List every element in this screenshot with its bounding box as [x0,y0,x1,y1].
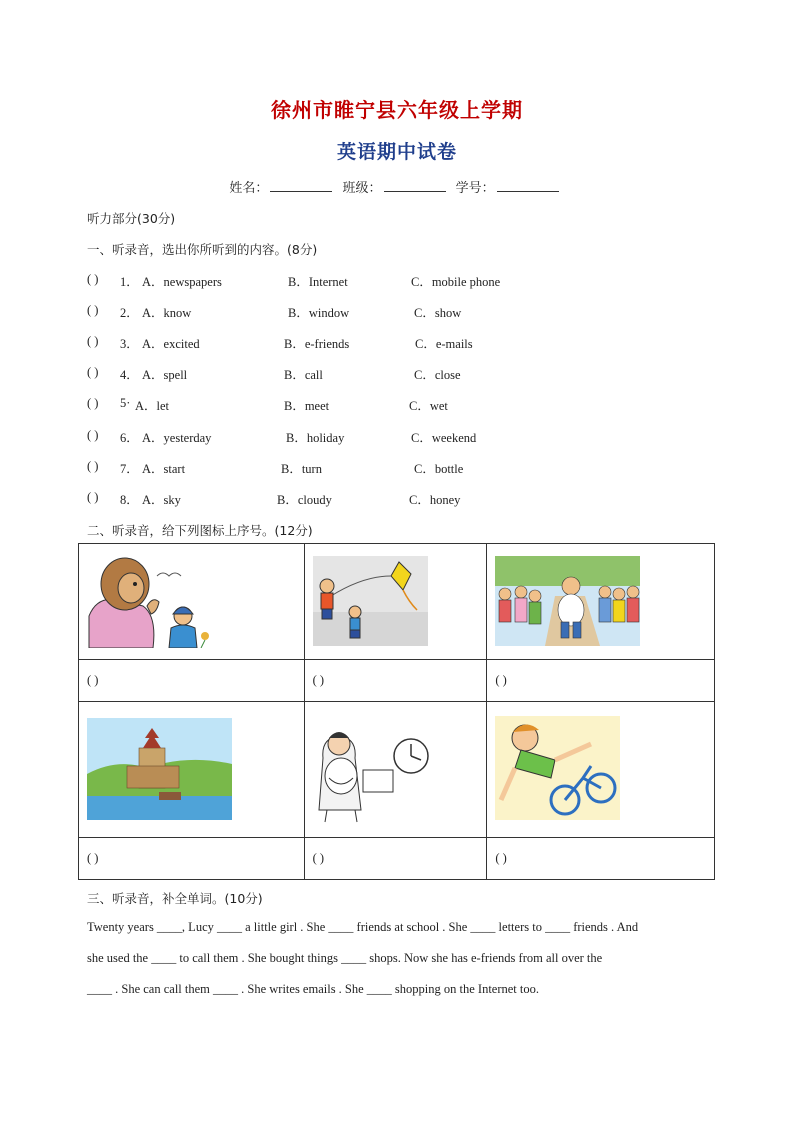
class-blank[interactable] [384,179,446,192]
part1-heading: 一、听录音，选出你所听到的内容。(8分) [87,242,318,257]
answer-paren[interactable]: ( ) [87,272,99,286]
option-c: C．honey [409,493,461,507]
option-b: B．cloudy [277,493,332,507]
lion-and-man-picture [87,556,217,648]
option-b: B．holiday [286,431,345,445]
sleeping-girl-clock-picture [313,718,433,824]
exam-title: 徐州市睢宁县六年级上学期 [271,98,523,122]
picture-cell [487,544,715,660]
student-info [0,177,794,196]
cloze-line: ____ . She can call them ____ . She writes emails . She ____ shopping on the Internet too. [87,982,540,996]
answer-paren: ( ) [312,851,325,865]
question-number: 5· [120,396,131,410]
option-a: A．start [142,462,186,476]
option-c: C．show [414,306,462,320]
answer-paren[interactable]: ( ) [87,334,99,348]
option-b: B．call [284,368,323,382]
option-c: C．e-mails [415,337,473,351]
option-c: C．bottle [414,462,464,476]
exam-subtitle: 英语期中试卷 [336,141,457,163]
answer-paren[interactable]: ( ) [87,303,99,317]
kite-flying-picture [313,556,428,646]
option-a: A．yesterday [142,431,212,445]
part2-heading: 二、听录音，给下列图标上序号。(12分) [87,523,313,538]
answer-paren[interactable]: ( ) [87,459,99,473]
option-b: B．Internet [288,275,348,289]
picture-cell [487,702,715,838]
answer-paren: ( ) [312,673,325,687]
question-number: 4． [120,368,139,382]
option-c: C．wet [409,399,448,413]
answer-cell[interactable] [79,838,305,880]
id-label: 学号： [455,181,495,196]
cloze-line: she used the ____ to call them . She bought things ____ shops. Now she has e-friends from all over the [87,951,603,965]
option-a: A．let [135,399,170,413]
picture-cell [79,544,305,660]
option-a: A．sky [142,493,181,507]
question-number: 6． [120,431,139,445]
answer-cell[interactable] [487,838,715,880]
answer-paren[interactable]: ( ) [87,428,99,442]
part3-heading: 三、听录音，补全单词。(10分) [87,891,263,906]
answer-cell[interactable] [487,660,715,702]
listening-section-heading: 听力部分(30分) [87,211,176,226]
class-label: 班级： [342,181,382,196]
question-number: 2． [120,306,139,320]
crowd-parade-picture [495,556,640,646]
name-blank[interactable] [270,179,332,192]
option-a: A．newspapers [142,275,222,289]
option-b: B．e-friends [284,337,350,351]
answer-paren[interactable]: ( ) [87,365,99,379]
answer-paren[interactable]: ( ) [87,396,99,410]
option-b: B．meet [284,399,330,413]
option-a: A．spell [142,368,188,382]
picture-cell [304,544,487,660]
id-blank[interactable] [497,179,559,192]
option-a: A．know [142,306,192,320]
answer-cell[interactable] [79,660,305,702]
answer-cell[interactable] [304,660,487,702]
answer-paren: ( ) [495,851,507,865]
picture-cell [304,702,487,838]
answer-paren: ( ) [87,673,99,687]
name-label: 姓名： [229,181,269,196]
option-c: C．weekend [411,431,477,445]
picture-table [78,543,715,880]
answer-paren: ( ) [495,673,507,687]
option-c: C．close [414,368,461,382]
picture-cell [79,702,305,838]
answer-paren: ( ) [87,851,99,865]
answer-cell[interactable] [304,838,487,880]
question-number: 8． [120,493,139,507]
option-a: A．excited [142,337,200,351]
question-number: 7． [120,462,139,476]
option-b: B．turn [281,462,322,476]
pagoda-landscape-picture [87,718,232,820]
option-b: B．window [288,306,350,320]
cloze-line: Twenty years ____, Lucy ____ a little girl . She ____ friends at school . She ____ letters to ____ friends . And [87,920,639,934]
boy-falling-bike-picture [495,716,620,820]
option-c: C．mobile phone [411,275,501,289]
answer-paren[interactable]: ( ) [87,490,99,504]
question-number: 3． [120,337,139,351]
question-number: 1． [120,275,139,289]
